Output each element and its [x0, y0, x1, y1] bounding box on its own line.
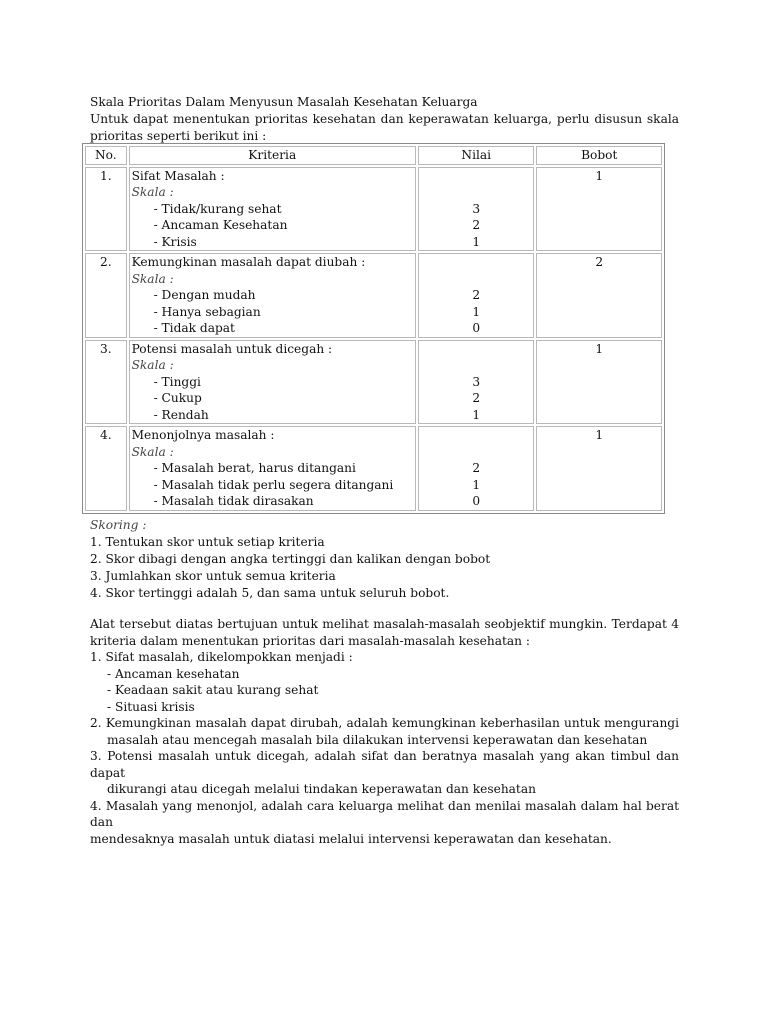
explanation-line: kriteria dalam menentukan prioritas dari masalah-masalah kesehatan :	[90, 633, 530, 648]
skala-label: Skala :	[131, 358, 174, 372]
intro-paragraph	[90, 111, 679, 144]
scale-option: - Masalah berat, harus ditangani	[153, 461, 356, 475]
criterion-item-continuation: dikurangi atau dicegah melalui tindakan keperawatan dan kesehatan	[107, 782, 536, 796]
intro-line: prioritas seperti berikut ini :	[90, 128, 267, 143]
nilai-value: 0	[472, 494, 481, 508]
criterion-item: 4. Masalah yang menonjol, adalah cara keluarga melihat dan menilai masalah dalam hal berat dan	[90, 798, 679, 829]
priority-scale-table	[82, 143, 665, 514]
scale-option: - Hanya sebagian	[153, 304, 261, 319]
skala-label: Skala :	[131, 444, 174, 459]
row-number: 1.	[85, 167, 127, 252]
row-kriteria	[129, 253, 416, 338]
criterion-item: 1. Sifat masalah, dikelompokkan menjadi :	[90, 650, 353, 664]
scale-option: - Tinggi	[153, 374, 201, 389]
criterion-item-continuation: masalah atau mencegah masalah bila dilakukan intervensi keperawatan dan kesehatan	[107, 732, 648, 747]
skala-label: Skala :	[131, 185, 174, 199]
nilai-value: 2	[472, 288, 481, 302]
explanation-section	[90, 616, 679, 847]
nilai-value: 1	[472, 304, 481, 319]
row-nilai	[418, 253, 535, 338]
table-row	[85, 426, 662, 511]
row-nilai	[418, 340, 535, 425]
criterion-title: Menonjolnya masalah :	[131, 428, 275, 442]
nilai-value: 0	[472, 321, 481, 335]
criterion-subitem: - Keadaan sakit atau kurang sehat	[107, 683, 319, 697]
scale-option: - Krisis	[153, 234, 197, 249]
intro-line: Untuk dapat menentukan prioritas kesehatan dan keperawatan keluarga, perlu disusun skala	[90, 112, 679, 126]
row-kriteria	[129, 426, 416, 511]
scale-option: - Masalah tidak perlu segera ditangani	[153, 477, 394, 492]
row-bobot: 1	[536, 426, 662, 511]
scale-option: - Cukup	[153, 391, 202, 405]
scale-option: - Ancaman Kesehatan	[153, 218, 288, 232]
row-kriteria	[129, 340, 416, 425]
row-number: 4.	[85, 426, 127, 511]
criterion-title: Sifat Masalah :	[131, 168, 225, 183]
table-row	[85, 253, 662, 338]
table-header-row	[85, 146, 662, 165]
table-row	[85, 340, 662, 425]
criterion-subitem: - Situasi krisis	[107, 699, 195, 714]
skala-label: Skala :	[131, 271, 174, 286]
nilai-value: 1	[472, 234, 481, 249]
row-number: 2.	[85, 253, 127, 338]
scoring-section	[90, 517, 690, 602]
row-bobot: 1	[536, 167, 662, 252]
row-bobot: 1	[536, 340, 662, 425]
explanation-line: Alat tersebut diatas bertujuan untuk melihat masalah-masalah seobjektif mungkin. Terdapat 4	[90, 617, 679, 631]
nilai-value: 3	[472, 374, 481, 389]
criterion-item-continuation: mendesaknya masalah untuk diatasi melalui intervensi keperawatan dan kesehatan.	[90, 831, 612, 846]
row-bobot: 2	[536, 253, 662, 338]
document-title: Skala Prioritas Dalam Menyusun Masalah Kesehatan Keluarga	[90, 95, 478, 109]
row-number: 3.	[85, 340, 127, 425]
scoring-step: 3. Jumlahkan skor untuk semua kriteria	[90, 569, 336, 583]
nilai-value: 1	[472, 477, 481, 492]
header-bobot: Bobot	[536, 146, 662, 165]
table-row	[85, 167, 662, 252]
row-nilai	[418, 426, 535, 511]
nilai-value: 3	[472, 201, 481, 216]
criterion-subitem: - Ancaman kesehatan	[107, 666, 240, 681]
scale-option: - Tidak/kurang sehat	[153, 201, 282, 216]
scoring-step: 1. Tentukan skor untuk setiap kriteria	[90, 535, 325, 549]
scale-option: - Tidak dapat	[153, 321, 235, 335]
nilai-value: 2	[472, 218, 481, 232]
criterion-title: Kemungkinan masalah dapat diubah :	[131, 255, 366, 269]
header-nilai: Nilai	[418, 146, 535, 165]
nilai-value: 2	[472, 461, 481, 475]
criterion-title: Potensi masalah untuk dicegah :	[131, 341, 333, 356]
nilai-value: 2	[472, 391, 481, 405]
scale-option: - Masalah tidak dirasakan	[153, 494, 314, 508]
nilai-value: 1	[472, 407, 481, 422]
scale-option: - Rendah	[153, 407, 209, 422]
scoring-label: Skoring :	[90, 518, 147, 532]
row-nilai	[418, 167, 535, 252]
criterion-item: 3. Potensi masalah untuk dicegah, adalah sifat dan beratnya masalah yang akan timbul dan dapat	[90, 749, 679, 780]
row-kriteria	[129, 167, 416, 252]
header-kriteria: Kriteria	[129, 146, 416, 165]
header-no: No.	[85, 146, 127, 165]
scale-option: - Dengan mudah	[153, 288, 256, 302]
scoring-step: 2. Skor dibagi dengan angka tertinggi dan kalikan dengan bobot	[90, 552, 491, 566]
criterion-item: 2. Kemungkinan masalah dapat dirubah, adalah kemungkinan keberhasilan untuk mengurangi	[90, 716, 679, 730]
scoring-step: 4. Skor tertinggi adalah 5, dan sama untuk seluruh bobot.	[90, 586, 450, 600]
